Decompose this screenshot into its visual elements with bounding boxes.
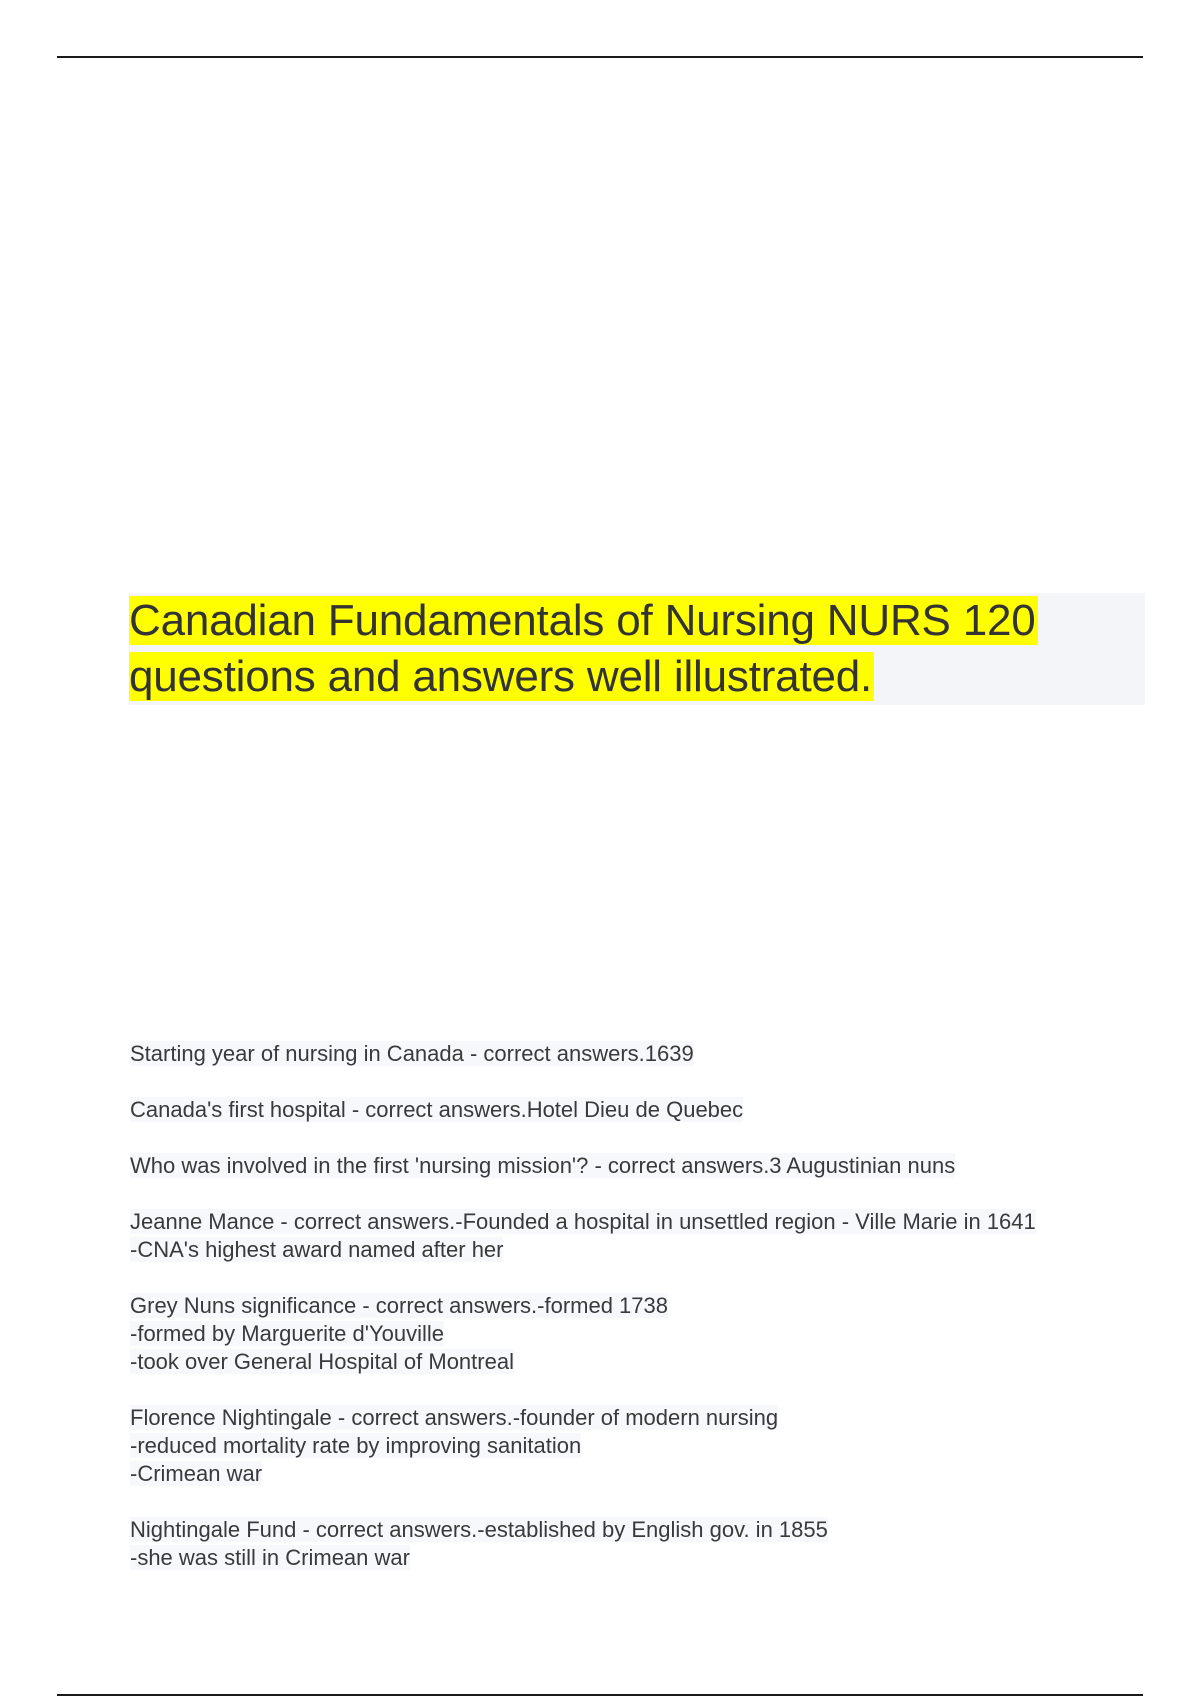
title-line-1: Canadian Fundamentals of Nursing NURS 120	[129, 596, 1036, 645]
top-rule	[57, 56, 1143, 58]
title-line-2: questions and answers well illustrated.	[129, 652, 873, 701]
qa-item	[130, 1516, 1130, 1572]
qa-line: -Crimean war	[130, 1461, 263, 1486]
qa-line: -took over General Hospital of Montreal	[130, 1349, 514, 1374]
qa-item	[130, 1292, 1130, 1376]
qa-item	[130, 1404, 1130, 1488]
qa-item	[130, 1152, 1130, 1180]
qa-item	[130, 1040, 1130, 1068]
document-title	[129, 593, 1145, 705]
qa-line: Who was involved in the first 'nursing mission'? - correct answers.3 Augustinian nuns	[130, 1153, 956, 1178]
qa-line: Starting year of nursing in Canada - correct answers.1639	[130, 1041, 694, 1066]
qa-line: Nightingale Fund - correct answers.-established by English gov. in 1855	[130, 1517, 828, 1542]
qa-line: -reduced mortality rate by improving sanitation	[130, 1433, 582, 1458]
qa-line: Florence Nightingale - correct answers.-founder of modern nursing	[130, 1405, 779, 1430]
qa-list	[130, 1040, 1130, 1600]
qa-line: Grey Nuns significance - correct answers.-formed 1738	[130, 1293, 668, 1318]
qa-item	[130, 1096, 1130, 1124]
qa-line: Canada's first hospital - correct answers.Hotel Dieu de Quebec	[130, 1097, 744, 1122]
qa-line: -she was still in Crimean war	[130, 1545, 410, 1570]
qa-line: Jeanne Mance - correct answers.-Founded a hospital in unsettled region - Ville Marie in 1641	[130, 1209, 1036, 1234]
qa-item	[130, 1208, 1130, 1264]
qa-line: -formed by Marguerite d'Youville	[130, 1321, 444, 1346]
bottom-rule	[57, 1694, 1143, 1696]
qa-line: -CNA's highest award named after her	[130, 1237, 504, 1262]
